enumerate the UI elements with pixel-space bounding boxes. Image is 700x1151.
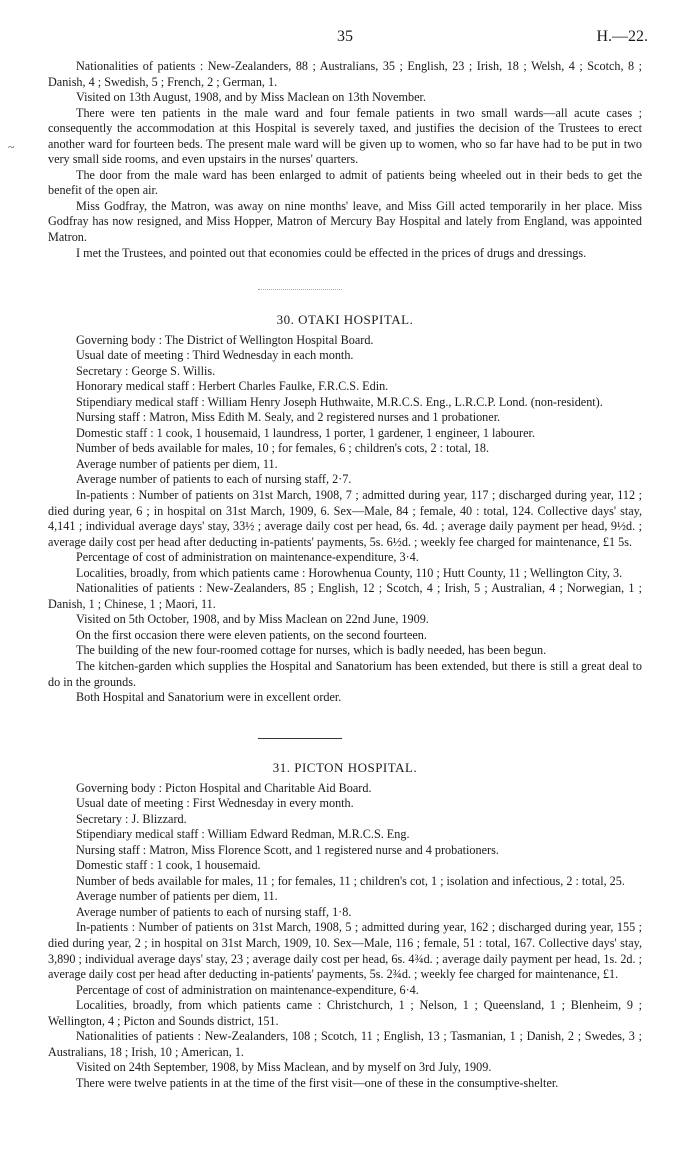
section-title: 31. PICTON HOSPITAL. bbox=[272, 760, 418, 775]
paragraph: Localities, broadly, from which patients came : Christchurch, 1 ; Nelson, 1 ; Queensland, 1 ; Blenheim, 9 ; Wellington, 4 ; Picton and Sounds district, 151. bbox=[48, 998, 642, 1028]
paragraph: Secretary : George S. Willis. bbox=[76, 363, 216, 378]
section-30-otaki-hospital bbox=[48, 312, 642, 706]
paragraph: Stipendiary medical staff : William Edward Redman, M.R.C.S. Eng. bbox=[76, 827, 410, 842]
paragraph: Localities, broadly, from which patients came : Horowhenua County, 110 ; Hutt County, 11 ; Wellington City, 3. bbox=[76, 565, 623, 580]
paragraph: In-patients : Number of patients on 31st March, 1908, 7 ; admitted during year, 117 ; discharged during year, 112 ; died during year, 6 ; in hospital on 31st March, 1909, 6. Sex—Male, 84 ; female, 40 : total, 124. Collective days' stay, 4,141 ; individual average days' stay, 33½ ; average daily cost per head, 6s. 4d. ; average daily payment per head, 9½d. ; average daily cost per head after deducting in-patients' payments, 5s. 6½d. ; weekly fee charged for maintenance, £1 5s. bbox=[48, 488, 642, 549]
paragraph: Visited on 24th September, 1908, by Miss Maclean, and by myself on 3rd July, 1909. bbox=[76, 1060, 492, 1075]
section-31-picton-hospital bbox=[48, 760, 642, 1091]
paragraph: On the first occasion there were eleven patients, on the second fourteen. bbox=[76, 627, 427, 642]
paragraph: Average number of patients to each of nursing staff, 1·8. bbox=[76, 904, 352, 919]
margin-mark: ~ bbox=[8, 140, 15, 154]
paragraph: Average number of patients to each of nursing staff, 2·7. bbox=[76, 472, 352, 487]
section-divider bbox=[258, 738, 342, 739]
paragraph: Secretary : J. Blizzard. bbox=[76, 811, 187, 826]
paragraph: There were twelve patients in at the time of the first visit—one of these in the consumptive-shelter. bbox=[76, 1075, 559, 1090]
paragraph: Visited on 13th August, 1908, and by Miss Maclean on 13th November. bbox=[76, 90, 426, 105]
paragraph: Usual date of meeting : First Wednesday in every month. bbox=[76, 796, 354, 811]
paragraph: Nationalities of patients : New-Zealanders, 108 ; Scotch, 11 ; English, 13 ; Tasmanian, 1 ; Danish, 2 ; Swedes, 3 ; Australians, 18 ; Irish, 10 ; American, 1. bbox=[48, 1029, 642, 1059]
paragraph: Number of beds available for males, 10 ; for females, 6 ; children's cots, 2 : total, 18. bbox=[76, 441, 490, 456]
paragraph: Nursing staff : Matron, Miss Edith M. Sealy, and 2 registered nurses and 1 probationer. bbox=[76, 410, 501, 425]
paragraph: The kitchen-garden which supplies the Hospital and Sanatorium has been extended, but there is still a great deal to do in the grounds. bbox=[48, 659, 642, 689]
paragraph: Nationalities of patients : New-Zealanders, 88 ; Australians, 35 ; English, 23 ; Irish, 18 ; Welsh, 4 ; Scotch, 8 ; Danish, 4 ; Swedish, 5 ; French, 2 ; German, 1. bbox=[48, 59, 642, 89]
paragraph: Percentage of cost of administration on maintenance-expenditure, 3·4. bbox=[76, 550, 419, 565]
section-divider bbox=[258, 289, 342, 290]
paragraph: Average number of patients per diem, 11. bbox=[76, 889, 278, 904]
paragraph: Domestic staff : 1 cook, 1 housemaid, 1 laundress, 1 porter, 1 gardener, 1 engineer, 1 labourer. bbox=[76, 425, 535, 440]
paragraph: The door from the male ward has been enlarged to admit of patients being wheeled out in their beds to get the benefit of the open air. bbox=[48, 167, 642, 198]
paragraph: Both Hospital and Sanatorium were in excellent order. bbox=[76, 690, 342, 705]
paragraph: Stipendiary medical staff : William Henry Joseph Huthwaite, M.R.C.S. Eng., L.R.C.P. Lond. (non-resident). bbox=[76, 394, 603, 409]
paragraph: Governing body : Picton Hospital and Charitable Aid Board. bbox=[76, 780, 372, 795]
page-number: 35 bbox=[337, 28, 353, 45]
paragraph: Honorary medical staff : Herbert Charles Faulke, F.R.C.S. Edin. bbox=[76, 379, 389, 394]
paragraph: I met the Trustees, and pointed out that economies could be effected in the prices of drugs and dressings. bbox=[76, 245, 587, 260]
paragraph: Governing body : The District of Wellington Hospital Board. bbox=[76, 332, 374, 347]
paragraph: Nationalities of patients : New-Zealanders, 85 ; English, 12 ; Scotch, 4 ; Irish, 5 ; Australian, 4 ; Norwegian, 1 ; Danish, 1 ; Chinese, 1 ; Maori, 11. bbox=[48, 581, 642, 611]
paragraph: Percentage of cost of administration on maintenance-expenditure, 6·4. bbox=[76, 982, 419, 997]
paragraph: There were ten patients in the male ward and four female patients in two small wards—all acute cases ; consequently the accommodation at this Hospital is severely taxed, and justifies the decision of the Trustees to erect another ward for fourteen beds. The present male ward will be given up to women, who so far have had to be put in two very small side rooms, and even upstairs in the nurses' quarters. bbox=[48, 105, 642, 167]
paragraph: The building of the new four-roomed cottage for nurses, which is badly needed, has been begun. bbox=[76, 643, 547, 658]
paragraph: Average number of patients per diem, 11. bbox=[76, 456, 278, 471]
section-title: 30. OTAKI HOSPITAL. bbox=[276, 312, 414, 327]
paragraph: Visited on 5th October, 1908, and by Miss Maclean on 22nd June, 1909. bbox=[76, 612, 429, 627]
document-reference: H.—22. bbox=[596, 28, 648, 45]
paragraph: In-patients : Number of patients on 31st March, 1908, 5 ; admitted during year, 162 ; discharged during year, 155 ; died during year, 2 ; in hospital on 31st March, 1909, 10. Sex—Male, 116 ; female, 51 : total, 167. Collective days' stay, 3,890 ; individual average days' stay, 23 ; average daily cost per head, 6s. 4¾d. ; average daily payment per head, 1s. 2d. ; average daily cost per head after deducting in-patients' payments, 5s. 2¾d. ; weekly fee charged for maintenance, £1. bbox=[48, 920, 642, 982]
paragraph: Domestic staff : 1 cook, 1 housemaid. bbox=[76, 858, 261, 873]
page-header bbox=[0, 28, 700, 48]
paragraph: Number of beds available for males, 11 ; for females, 11 ; children's cot, 1 ; isolation and infectious, 2 : total, 25. bbox=[76, 873, 625, 888]
section-29-continued bbox=[48, 59, 642, 261]
paragraph: Miss Godfray, the Matron, was away on nine months' leave, and Miss Gill acted temporarily in her place. Miss Godfray has now resigned, and Miss Hopper, Matron of Mercury Bay Hospital and lately from England, was appointed Matron. bbox=[48, 198, 642, 245]
paragraph: Nursing staff : Matron, Miss Florence Scott, and 1 registered nurse and 4 probationers. bbox=[76, 842, 499, 857]
paragraph: Usual date of meeting : Third Wednesday in each month. bbox=[76, 348, 354, 363]
